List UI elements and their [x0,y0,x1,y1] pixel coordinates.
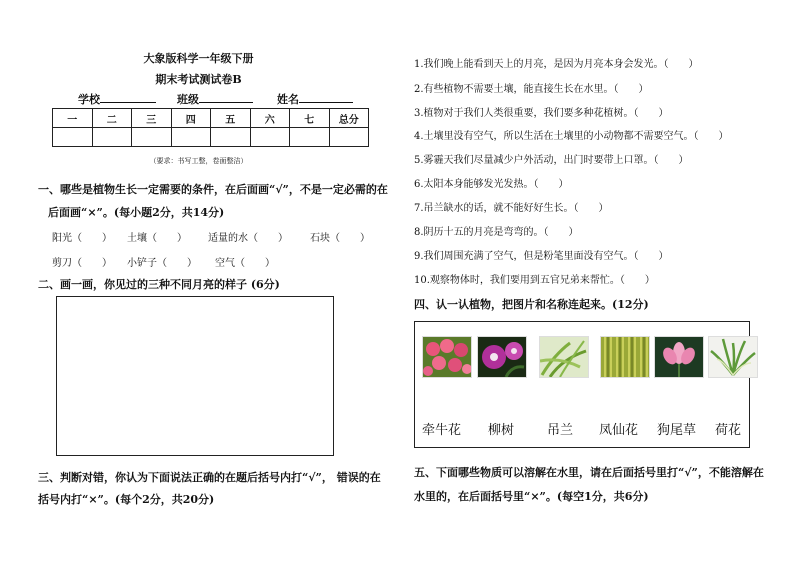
score-blank-cell [290,128,330,147]
class-field [177,91,253,107]
condition-air: 空气（ ） [215,258,275,269]
judgement-item: 6.太阳本身能够发光发热。（ ） [414,179,569,190]
score-header-cell: 二 [92,109,132,128]
condition-soil: 土壤（ ） [127,233,187,244]
exam-subtitle: 期末考试测试卷B [155,73,242,86]
condition-sunlight: 阳光（ ） [52,233,112,244]
section1-title-line1: 一、哪些是植物生长一定需要的条件，在后面画“√”，不是一定必需的在 [38,183,388,196]
judgement-item: 9.我们周围充满了空气，但是粉笔里面没有空气。（ ） [414,251,669,262]
judgement-item: 2.有些植物不需要土壤，能直接生长在水里。（ ） [414,84,649,95]
score-blank-cell [132,128,172,147]
section5-title-line2: 水里的，在后面括号里“×”。(每空1分，共6分) [414,490,649,503]
score-blank-cell [250,128,290,147]
plant-name-morning-glory: 牵牛花 [422,423,462,438]
condition-stone: 石块（ ） [310,233,370,244]
school-label: 学校 [78,93,100,106]
purple-morning-glory-photo-icon[interactable] [477,336,527,378]
judgement-item: 10.观察物体时，我们要用到五官兄弟来帮忙。（ ） [414,275,655,286]
plant-name-lotus: 荷花 [715,423,742,438]
section3-title-line2: 括号内打“×”。(每个2分，共20分) [38,493,215,506]
section3-title-line1: 三、判断对错，你认为下面说法正确的在题后括号内打“√”， 错误的在 [38,471,381,484]
score-table-blank-row [53,128,369,147]
condition-scissors: 剪刀（ ） [52,258,112,269]
plant-name-willow: 柳树 [488,423,515,438]
score-blank-cell [92,128,132,147]
judgement-item: 5.雾霾天我们尽量减少户外活动，出门时要带上口罩。（ ） [414,155,689,166]
score-header-cell: 总分 [329,109,369,128]
willow-branches-photo-icon[interactable] [600,336,650,378]
judgement-item: 8.阴历十五的月亮是弯弯的。（ ） [414,227,579,238]
score-blank-cell [171,128,211,147]
plant-name-spider-plant: 吊兰 [547,423,574,438]
section5-title-line1: 五、下面哪些物质可以溶解在水里，请在后面括号里打“√”，不能溶解在 [414,466,764,479]
exam-note: （要求：书写工整，卷面整洁） [149,157,248,165]
school-blank [100,92,156,103]
score-header-cell: 一 [53,109,93,128]
score-table [52,108,369,147]
score-header-cell: 六 [250,109,290,128]
condition-shovel: 小铲子（ ） [127,258,197,269]
score-blank-cell [53,128,93,147]
school-field [78,91,156,107]
judgement-item: 7.吊兰缺水的话，就不能好好生长。（ ） [414,203,609,214]
score-header-cell: 七 [290,109,330,128]
moon-drawing-box[interactable] [56,296,334,456]
score-table-header-row [53,109,369,128]
judgement-item: 4.土壤里没有空气，所以生活在土壤里的小动物都不需要空气。（ ） [414,131,729,142]
pink-flowers-photo-icon[interactable] [422,336,472,378]
plant-name-balsam: 凤仙花 [599,423,639,438]
class-blank [199,92,253,103]
score-blank-cell [329,128,369,147]
section1-title-line2: 后面画“×”。(每小题2分，共14分) [48,206,225,219]
judgement-item: 1.我们晚上能看到天上的月亮，是因为月亮本身会发光。（ ） [414,59,699,70]
exam-title: 大象版科学一年级下册 [143,52,254,65]
judgement-item: 3.植物对于我们人类很重要，我们要多种花植树。（ ） [414,108,669,119]
grass-blades-photo-icon[interactable] [539,336,589,378]
class-label: 班级 [177,93,199,106]
lotus-flower-photo-icon[interactable] [654,336,704,378]
score-header-cell: 四 [171,109,211,128]
section4-title: 四、认一认植物，把图片和名称连起来。(12分) [414,298,649,311]
score-header-cell: 三 [132,109,172,128]
section2-title: 二、画一画，你见过的三种不同月亮的样子 (6分) [38,278,280,291]
name-label: 姓名 [277,93,299,106]
name-blank [299,92,353,103]
condition-water: 适量的水（ ） [208,233,288,244]
score-header-cell: 五 [211,109,251,128]
name-field [277,91,353,107]
score-blank-cell [211,128,251,147]
spider-plant-photo-icon[interactable] [708,336,758,378]
plant-name-foxtail-grass: 狗尾草 [657,423,697,438]
